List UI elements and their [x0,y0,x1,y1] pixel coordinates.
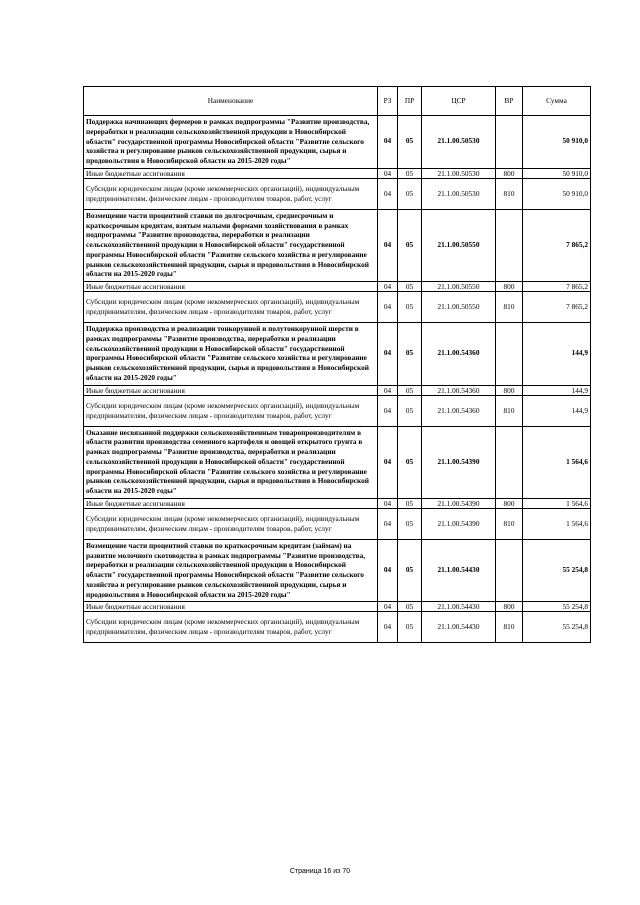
cell-name: Субсидии юридическим лицам (кроме некоммерческих организаций), индивидуальным предпринимателям, физическим лицам - производителям товаров, работ, услуг [84,292,378,323]
cell-csr: 21.1.00.50550 [422,282,496,292]
cell-pr: 05 [398,539,422,602]
cell-csr: 21.1.00.50530 [422,178,496,209]
subsidy-row [84,395,591,426]
cell-name: Возмещение части процентной ставки по краткосрочным кредитам (займам) на развитие молочного скотоводства в рамках подпрограммы "Развитие производства, переработки и реализации сельскохозяйственной продукции в Новосибирской области" государственной программы Новосибирской области "Развитие сельского хозяйства и регулирование рынков сельскохозяйственной продукции, сырья и продовольствия в Новосибирской области на 2015-2020 годы" [84,539,378,602]
cell-csr: 21.1.00.54390 [422,498,496,508]
program-row [84,426,591,498]
program-row [84,116,591,169]
subsidy-row [84,612,591,643]
cell-name: Иные бюджетные ассигнования [84,282,378,292]
cell-name: Субсидии юридическим лицам (кроме некоммерческих организаций), индивидуальным предпринимателям, физическим лицам - производителям товаров, работ, услуг [84,395,378,426]
cell-vr: 810 [496,395,523,426]
cell-rz: 04 [378,602,398,612]
cell-rz: 04 [378,282,398,292]
allocation-row [84,498,591,508]
cell-csr: 21.1.00.54360 [422,385,496,395]
program-row [84,209,591,281]
cell-csr: 21.1.00.50530 [422,116,496,169]
allocation-row [84,602,591,612]
cell-name: Субсидии юридическим лицам (кроме некоммерческих организаций), индивидуальным предпринимателям, физическим лицам - производителям товаров, работ, услуг [84,178,378,209]
cell-rz: 04 [378,539,398,602]
cell-pr: 05 [398,282,422,292]
program-row [84,323,591,386]
cell-sum: 50 910,0 [523,116,591,169]
header-rz: РЗ [378,87,398,116]
cell-rz: 04 [378,385,398,395]
cell-pr: 05 [398,116,422,169]
cell-vr: 800 [496,282,523,292]
cell-sum: 1 564,6 [523,508,591,539]
cell-name: Поддержка начинающих фермеров в рамках подпрограммы "Развитие производства, переработки и реализации сельскохозяйственной продукции в Новосибирской области" государственной программы Новосибирской области "Развитие сельского хозяйства и регулирование рынков сельскохозяйственной продукции, сырья и продовольствия в Новосибирской области на 2015-2020 годы" [84,116,378,169]
cell-sum: 1 564,6 [523,498,591,508]
cell-vr [496,539,523,602]
cell-vr [496,209,523,281]
cell-csr: 21.1.00.54430 [422,539,496,602]
cell-sum: 144,9 [523,395,591,426]
cell-csr: 21.1.00.54390 [422,426,496,498]
cell-csr: 21.1.00.54360 [422,395,496,426]
allocation-row [84,168,591,178]
cell-csr: 21.1.00.54390 [422,508,496,539]
cell-rz: 04 [378,178,398,209]
table-body [84,116,591,643]
cell-vr: 810 [496,178,523,209]
cell-pr: 05 [398,395,422,426]
allocation-row [84,282,591,292]
cell-rz: 04 [378,395,398,426]
cell-csr: 21.1.00.50550 [422,209,496,281]
cell-rz: 04 [378,508,398,539]
page-number: Страница 16 из 70 [289,868,351,875]
cell-rz: 04 [378,209,398,281]
cell-name: Возмещение части процентной ставки по долгосрочным, среднесрочным и краткосрочным кредитам, взятым малыми формами хозяйствования в рамках подпрограммы "Развитие производства, переработки и реализации сельскохозяйственной продукции в Новосибирской области" государственной программы Новосибирской области "Развитие сельского хозяйства и регулирование рынков сельскохозяйственной продукции, сырья и продовольствия в Новосибирской области на 2015-2020 годы" [84,209,378,281]
cell-name: Иные бюджетные ассигнования [84,168,378,178]
allocation-row [84,385,591,395]
cell-name: Иные бюджетные ассигнования [84,385,378,395]
cell-name: Субсидии юридическим лицам (кроме некоммерческих организаций), индивидуальным предпринимателям, физическим лицам - производителям товаров, работ, услуг [84,508,378,539]
cell-csr: 21.1.00.54430 [422,602,496,612]
cell-pr: 05 [398,385,422,395]
cell-vr [496,426,523,498]
cell-csr: 21.1.00.54360 [422,323,496,386]
cell-sum: 144,9 [523,385,591,395]
cell-csr: 21.1.00.50530 [422,168,496,178]
cell-pr: 05 [398,612,422,643]
cell-sum: 55 254,8 [523,612,591,643]
subsidy-row [84,508,591,539]
cell-vr: 810 [496,508,523,539]
cell-name: Субсидии юридическим лицам (кроме некоммерческих организаций), индивидуальным предпринимателям, физическим лицам - производителям товаров, работ, услуг [84,612,378,643]
cell-vr: 810 [496,292,523,323]
budget-table [83,86,591,643]
header-name: Наименование [84,87,378,116]
header-csr: ЦСР [422,87,496,116]
cell-vr [496,116,523,169]
cell-pr: 05 [398,292,422,323]
cell-sum: 50 910,0 [523,168,591,178]
header-vr: ВР [496,87,523,116]
cell-name: Оказание несвязанной поддержки сельскохозяйственным товаропроизводителям в области развития производства семенного картофеля и овощей открытого грунта в рамках подпрограммы "Развитие производства, переработки и реализации сельскохозяйственной продукции в Новосибирской области" государственной программы Новосибирской области "Развитие сельского хозяйства и регулирование рынков сельскохозяйственной продукции, сырья и продовольствия в Новосибирской области на 2015-2020 годы" [84,426,378,498]
cell-sum: 55 254,8 [523,602,591,612]
cell-sum: 7 865,2 [523,292,591,323]
cell-vr: 800 [496,602,523,612]
cell-pr: 05 [398,168,422,178]
subsidy-row [84,292,591,323]
cell-pr: 05 [398,498,422,508]
cell-name: Поддержка производства и реализации тонкорунной и полутонкорунной шерсти в рамках подпрограммы "Развитие производства, переработки и реализации сельскохозяйственной продукции в Новосибирской области" государственной программы Новосибирской области "Развитие сельского хозяйства и регулирование рынков сельскохозяйственной продукции, сырья и продовольствия в Новосибирской области на 2015-2020 годы" [84,323,378,386]
cell-rz: 04 [378,292,398,323]
cell-sum: 1 564,6 [523,426,591,498]
cell-rz: 04 [378,323,398,386]
cell-sum: 50 910,0 [523,178,591,209]
cell-sum: 7 865,2 [523,282,591,292]
cell-pr: 05 [398,602,422,612]
cell-pr: 05 [398,178,422,209]
cell-name: Иные бюджетные ассигнования [84,602,378,612]
cell-rz: 04 [378,168,398,178]
subsidy-row [84,178,591,209]
table-header-row [84,87,591,116]
cell-csr: 21.1.00.54430 [422,612,496,643]
cell-sum: 55 254,8 [523,539,591,602]
cell-vr [496,323,523,386]
cell-pr: 05 [398,426,422,498]
cell-pr: 05 [398,209,422,281]
header-sum: Сумма [523,87,591,116]
cell-csr: 21.1.00.50550 [422,292,496,323]
cell-vr: 800 [496,498,523,508]
cell-name: Иные бюджетные ассигнования [84,498,378,508]
cell-pr: 05 [398,323,422,386]
program-row [84,539,591,602]
cell-vr: 810 [496,612,523,643]
cell-pr: 05 [398,508,422,539]
cell-rz: 04 [378,498,398,508]
cell-rz: 04 [378,426,398,498]
cell-sum: 144,9 [523,323,591,386]
cell-rz: 04 [378,612,398,643]
header-pr: ПР [398,87,422,116]
cell-rz: 04 [378,116,398,169]
cell-vr: 800 [496,168,523,178]
cell-sum: 7 865,2 [523,209,591,281]
cell-vr: 800 [496,385,523,395]
